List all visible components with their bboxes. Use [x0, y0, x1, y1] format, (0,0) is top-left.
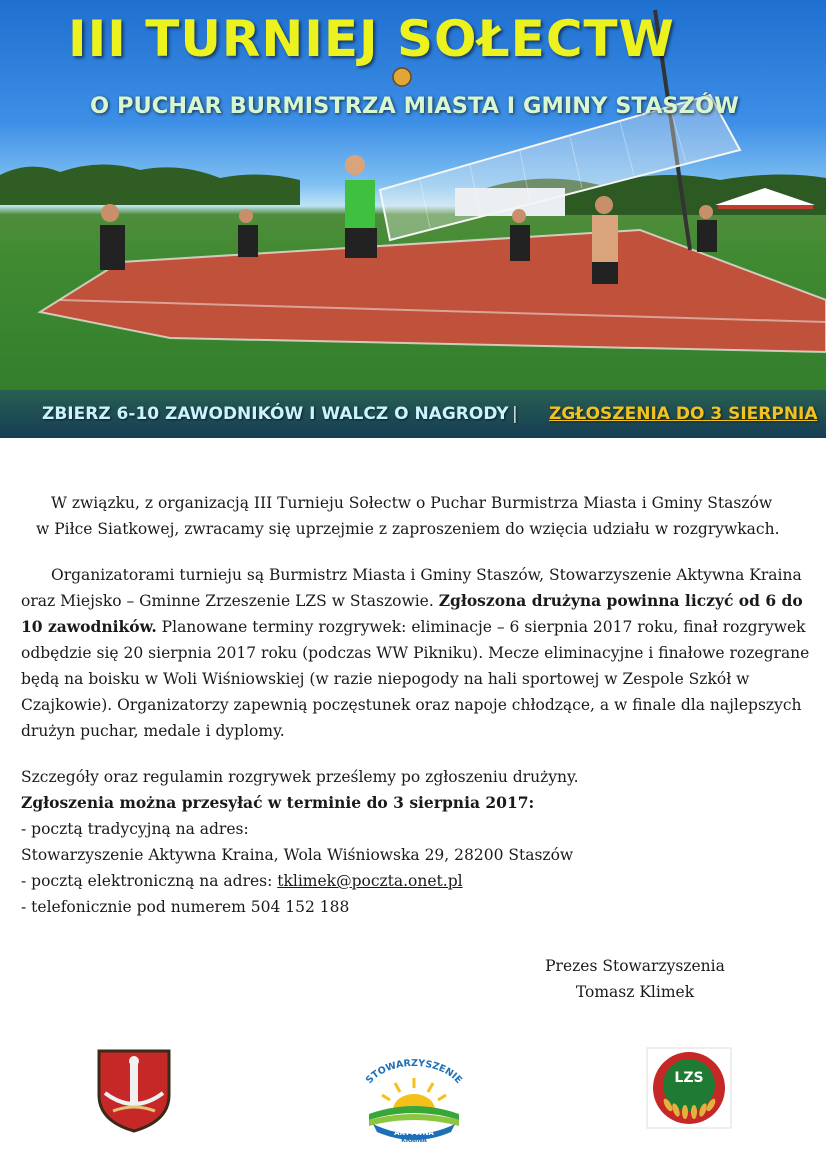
intro-line-2: w Piłce Siatkowej, zwracamy się uprzejmie z zaproszeniem do wzięcia udziału w rozgrywkach.	[36, 520, 780, 538]
svg-text:AKTYWNA: AKTYWNA	[394, 1129, 434, 1137]
banner-subtitle: O PUCHAR BURMISTRZA MIASTA I GMINY STASZÓW	[90, 93, 739, 119]
organizers-paragraph	[21, 562, 811, 744]
deadline-callout: ZGŁOSZENIA DO 3 SIERPNIA	[549, 404, 818, 424]
signature-role: Prezes Stowarzyszenia	[545, 957, 725, 975]
phone-line: - telefonicznie pod numerem 504 152 188	[21, 898, 350, 916]
staszow-coat-of-arms	[93, 1045, 175, 1137]
lzs-emblem-icon	[646, 1047, 732, 1129]
email-line: - pocztą elektroniczną na adres: tklimek@poczta.onet.pl	[21, 872, 463, 890]
team-size-callout: ZBIERZ 6-10 ZAWODNIKÓW I WALCZ O NAGRODY	[42, 404, 509, 424]
post-label: - pocztą tradycyjną na adres:	[21, 820, 249, 838]
signature-block	[520, 953, 750, 1005]
strip-separator: |	[512, 404, 518, 424]
postal-address: Stowarzyszenie Aktywna Kraina, Wola Wiśniowska 29, 28200 Staszów	[21, 846, 574, 864]
details-line: Szczegóły oraz regulamin rozgrywek prześlemy po zgłoszeniu drużyny.	[21, 768, 579, 786]
banner-title: III TURNIEJ SOŁECTW	[68, 10, 675, 68]
letter-body	[21, 490, 811, 920]
schedule-text: Planowane terminy rozgrywek: eliminacje – 6 sierpnia 2017 roku, finał rozgrywek odbędzie się 20 sierpnia 2017 roku (podczas WW Pikniku). Mecze eliminacyjne i finałowe rozegrane będą na boisku w Woli Wiśniowskiej (w razie niepogody na hali sportowej w Zespole Szkół w Czajkowie). Organizatorzy zapewnią poczęstunek oraz napoje chłodzące, a w finale dla najlepszych drużyn puchar, medale i dyplomy.	[21, 618, 810, 740]
svg-text:STOWARZYSZENIE: STOWARZYSZENIE	[363, 1058, 465, 1086]
deadline-line: Zgłoszenia można przesyłać w terminie do 3 sierpnia 2017:	[21, 793, 535, 812]
team-size-requirement: Zgłoszona drużyna powinna liczyć od 6 do 10 zawodników.	[21, 591, 803, 636]
event-banner	[0, 0, 826, 438]
intro-line-1: W związku, z organizacją III Turnieju Sołectw o Puchar Burmistrza Miasta i Gminy Staszów	[51, 494, 773, 512]
email-link[interactable]: tklimek@poczta.onet.pl	[277, 872, 463, 890]
svg-text:KRAINA: KRAINA	[401, 1137, 427, 1144]
coat-of-arms-icon	[93, 1045, 175, 1133]
svg-text:LZS: LZS	[674, 1070, 704, 1086]
aktywna-kraina-logo	[355, 1058, 473, 1148]
lzs-logo	[646, 1047, 732, 1133]
signature-name: Tomasz Klimek	[575, 983, 695, 1001]
organizers-text: Organizatorami turnieju są Burmistrz Miasta i Gminy Staszów, Stowarzyszenie Aktywna Kraina oraz Miejsko – Gminne Zrzeszenie LZS w Staszowie.	[21, 566, 802, 610]
sun-over-fields-icon	[355, 1058, 473, 1144]
